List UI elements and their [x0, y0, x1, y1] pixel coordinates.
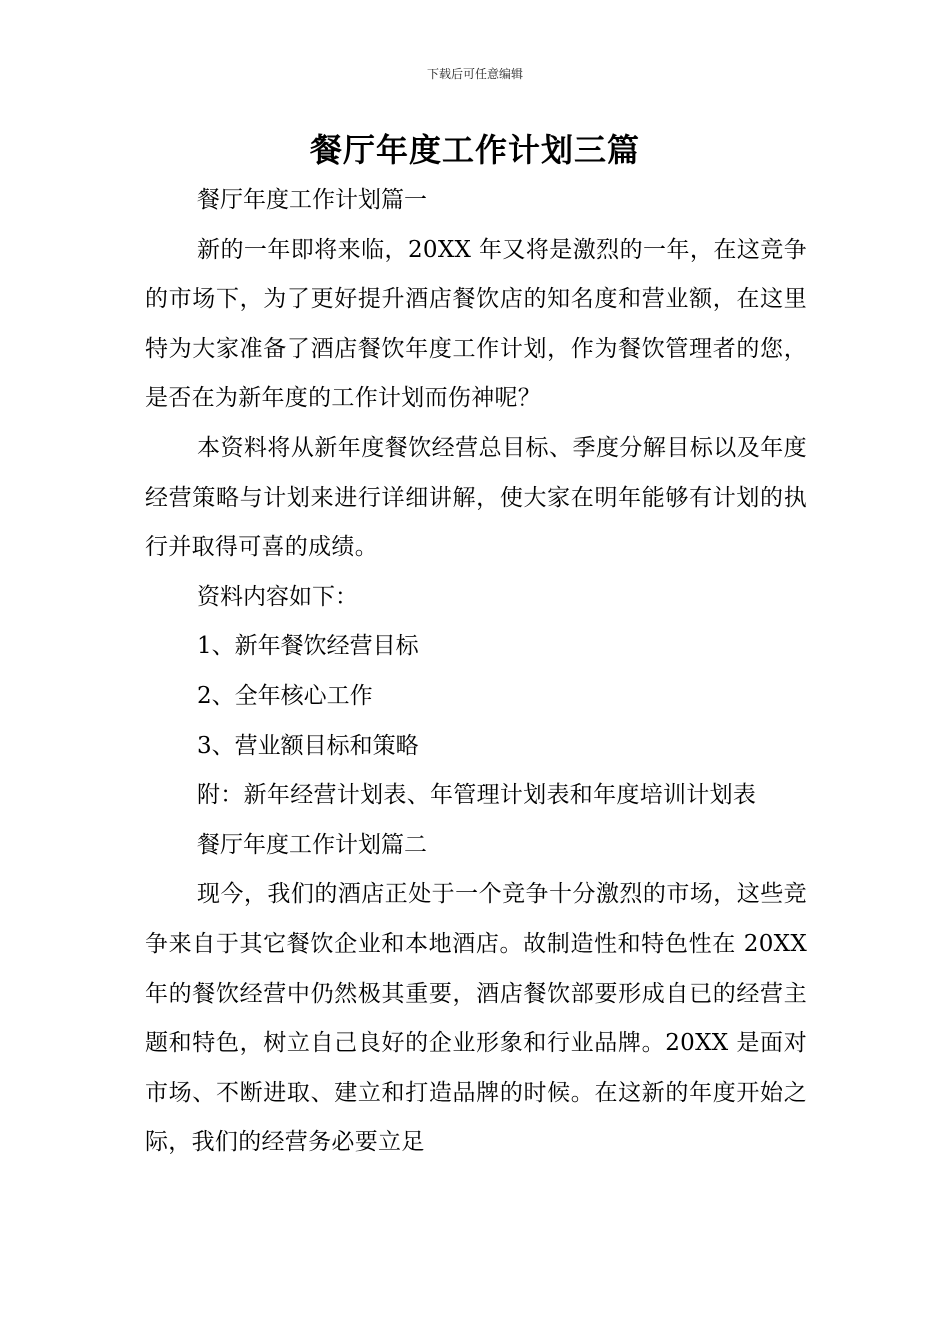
section-heading-2: 餐厅年度工作计划篇二	[197, 831, 427, 858]
paragraph-intro: 新的一年即将来临，20XX 年又将是激烈的一年，在这竞争的市场下，为了更好提升酒店餐饮店的知名度和营业额，在这里特为大家准备了酒店餐饮年度工作计划，作为餐饮管理者的您，是否在为新年度的工作计划而伤神呢？	[145, 236, 807, 412]
header-note: 下载后可任意编辑	[426, 67, 523, 81]
list-item: 3、营业额目标和策略	[197, 732, 419, 759]
paragraph-section2: 现今，我们的酒店正处于一个竞争十分激烈的市场，这些竞争来自于其它餐饮企业和本地酒店。故制造性和特色性在 20XX 年的餐饮经营中仍然极其重要，酒店餐饮部要形成自已的经营主题和特色，树立自己良好的企业形象和行业品牌。20XX 是面对市场、不断进取、建立和打造品牌的时候。在这新的年度开始之际，我们的经营务必要立足	[145, 881, 807, 1156]
paragraph-overview: 本资料将从新年度餐饮经营总目标、季度分解目标以及年度经营策略与计划来进行详细讲解，使大家在明年能够有计划的执行并取得可喜的成绩。	[145, 434, 807, 561]
section-heading-1: 餐厅年度工作计划篇一	[197, 187, 427, 213]
document-title: 餐厅年度工作计划三篇	[309, 131, 640, 169]
list-item: 1、新年餐饮经营目标	[197, 633, 419, 660]
appendix-note: 附：新年经营计划表、年管理计划表和年度培训计划表	[197, 782, 757, 809]
list-item: 2、全年核心工作	[197, 682, 373, 709]
document-body	[145, 176, 807, 1168]
contents-label: 资料内容如下：	[197, 583, 358, 610]
